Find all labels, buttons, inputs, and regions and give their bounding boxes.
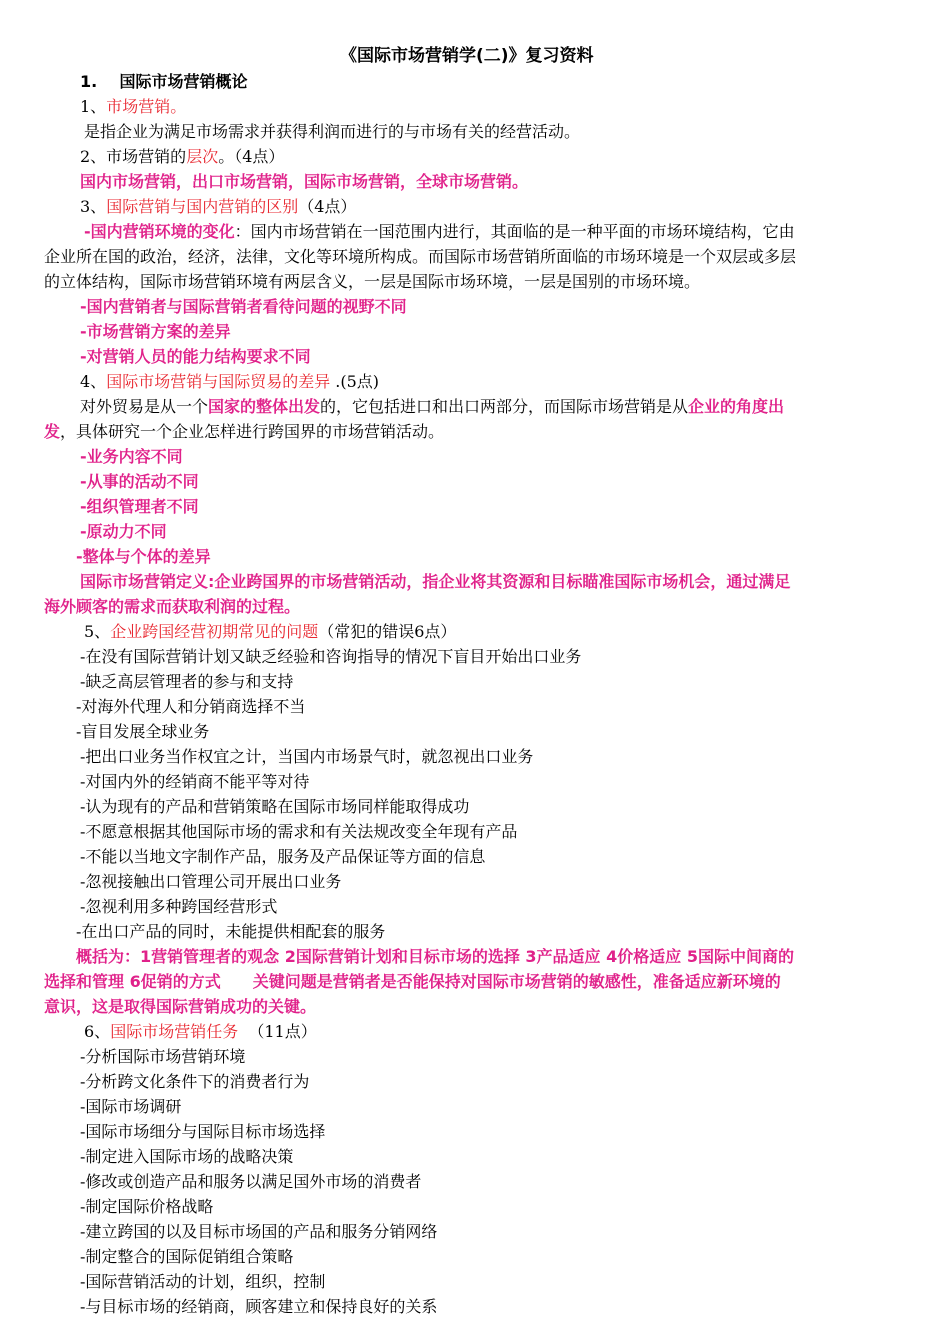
section-title: 国际市场营销概论 xyxy=(119,72,248,91)
item-3-env-line-2: 企业所在国的政治，经济，法律，文化等环境所构成。而国际市场营销所面临的市场环境是一个双层或多层 xyxy=(44,247,797,266)
summary-line-3: 意识，这是取得国际营销成功的关键。 xyxy=(44,997,317,1016)
item-6-heading: 6、国际市场营销任务 （11点） xyxy=(84,1022,317,1041)
item-4-desc-line-1: 对外贸易是从一个国家的整体出发的，它包括进口和出口两部分，而国际市场营销是从企业的角度出 xyxy=(80,397,785,416)
document-title: 《国际市场营销学(二)》复习资料 xyxy=(340,46,594,66)
item-2-answer: 国内市场营销，出口市场营销，国际市场营销，全球市场营销。 xyxy=(80,172,529,191)
item-6-point: -与目标市场的经销商，顾客建立和保持良好的关系 xyxy=(80,1297,438,1316)
item-6-point: -国际市场调研 xyxy=(80,1097,182,1116)
term-levels: 层次 xyxy=(186,147,219,166)
item-4-point: -原动力不同 xyxy=(80,522,167,541)
item-5-heading: 5、企业跨国经营初期常见的问题（常犯的错误6点） xyxy=(84,622,457,641)
item-5-point: -缺乏高层管理者的参与和支持 xyxy=(80,672,294,691)
item-4-point: -从事的活动不同 xyxy=(80,472,199,491)
item-6-point: -修改或创造产品和服务以满足国外市场的消费者 xyxy=(80,1172,422,1191)
item-6-point: -建立跨国的以及目标市场国的产品和服务分销网络 xyxy=(80,1222,438,1241)
summary-line-1: 概括为：1营销管理者的观念 2国际营销计划和目标市场的选择 3产品适应 4价格适应 5国际中间商的 xyxy=(76,947,794,966)
summary-line-2: 选择和管理 6促销的方式 关键问题是营销者是否能保持对国际市场营销的敏感性，准备适应新环境的 xyxy=(44,972,781,991)
item-6-point: -国际市场细分与国际目标市场选择 xyxy=(80,1122,326,1141)
item-6-point: -分析跨文化条件下的消费者行为 xyxy=(80,1072,310,1091)
env-label: -国内营销环境的变化 xyxy=(84,222,235,241)
item-6-point: -分析国际市场营销环境 xyxy=(80,1047,246,1066)
item-6-point: -制定进入国际市场的战略决策 xyxy=(80,1147,294,1166)
item-5-point: -不愿意根据其他国际市场的需求和有关法规改变全年现有产品 xyxy=(80,822,518,841)
item-5-point: -不能以当地文字制作产品，服务及产品保证等方面的信息 xyxy=(80,847,486,866)
term-marketing: 市场营销。 xyxy=(106,97,187,116)
item-3-point: -对营销人员的能力结构要求不同 xyxy=(80,347,311,366)
item-3-env-line-1: -国内营销环境的变化：国内市场营销在一国范围内进行，其面临的是一种平面的市场环境结构，它由 xyxy=(84,222,795,241)
item-6-point: -制定整合的国际促销组合策略 xyxy=(80,1247,294,1266)
section-heading-1 xyxy=(80,69,950,94)
item-5-point: -忽视利用多种跨国经营形式 xyxy=(80,897,278,916)
item-4-point: -整体与个体的差异 xyxy=(76,547,211,566)
term-trade-difference: 国际市场营销与国际贸易的差异 xyxy=(106,372,331,391)
item-5-point: -对国内外的经销商不能平等对待 xyxy=(80,772,310,791)
item-5-point: -在没有国际营销计划又缺乏经验和咨询指导的情况下盲目开始出口业务 xyxy=(80,647,582,666)
item-5-point: -忽视接触出口管理公司开展出口业务 xyxy=(80,872,342,891)
item-1-heading: 1、市场营销。 xyxy=(80,97,187,116)
item-4-point: -业务内容不同 xyxy=(80,447,183,466)
item-3-point: -国内营销者与国际营销者看待问题的视野不同 xyxy=(80,297,407,316)
item-3-heading: 3、国际营销与国内营销的区别（4点） xyxy=(80,197,357,216)
item-3-point: -市场营销方案的差异 xyxy=(80,322,231,341)
item-5-point: -把出口业务当作权宜之计，当国内市场景气时，就忽视出口业务 xyxy=(80,747,534,766)
section-number: 1. xyxy=(80,72,98,91)
item-5-point: -盲目发展全球业务 xyxy=(76,722,210,741)
item-5-point: -认为现有的产品和营销策略在国际市场同样能取得成功 xyxy=(80,797,470,816)
term-tasks: 国际市场营销任务 xyxy=(110,1022,239,1041)
item-4-desc-line-2: 发，具体研究一个企业怎样进行跨国界的市场营销活动。 xyxy=(44,422,445,441)
item-2-heading: 2、市场营销的层次。（4点） xyxy=(80,147,285,166)
item-5-point: -在出口产品的同时，未能提供相配套的服务 xyxy=(76,922,386,941)
definition-line-2: 海外顾客的需求而获取利润的过程。 xyxy=(44,597,301,616)
item-1-definition: 是指企业为满足市场需求并获得利润而进行的与市场有关的经营活动。 xyxy=(84,122,581,141)
item-6-point: -制定国际价格战略 xyxy=(80,1197,214,1216)
definition-line-1: 国际市场营销定义:企业跨国界的市场营销活动，指企业将其资源和目标瞄准国际市场机会，通过满足 xyxy=(80,572,791,591)
item-6-point: -国际营销活动的计划，组织，控制 xyxy=(80,1272,326,1291)
term-difference: 国际营销与国内营销的区别 xyxy=(106,197,299,216)
term-common-problems: 企业跨国经营初期常见的问题 xyxy=(110,622,319,641)
item-5-point: -对海外代理人和分销商选择不当 xyxy=(76,697,306,716)
item-4-heading: 4、国际市场营销与国际贸易的差异 .(5点) xyxy=(80,372,380,391)
item-4-point: -组织管理者不同 xyxy=(80,497,199,516)
item-3-env-line-3: 的立体结构，国际市场营销环境有两层含义，一层是国际市场环境，一层是国别的市场环境。 xyxy=(44,272,701,291)
